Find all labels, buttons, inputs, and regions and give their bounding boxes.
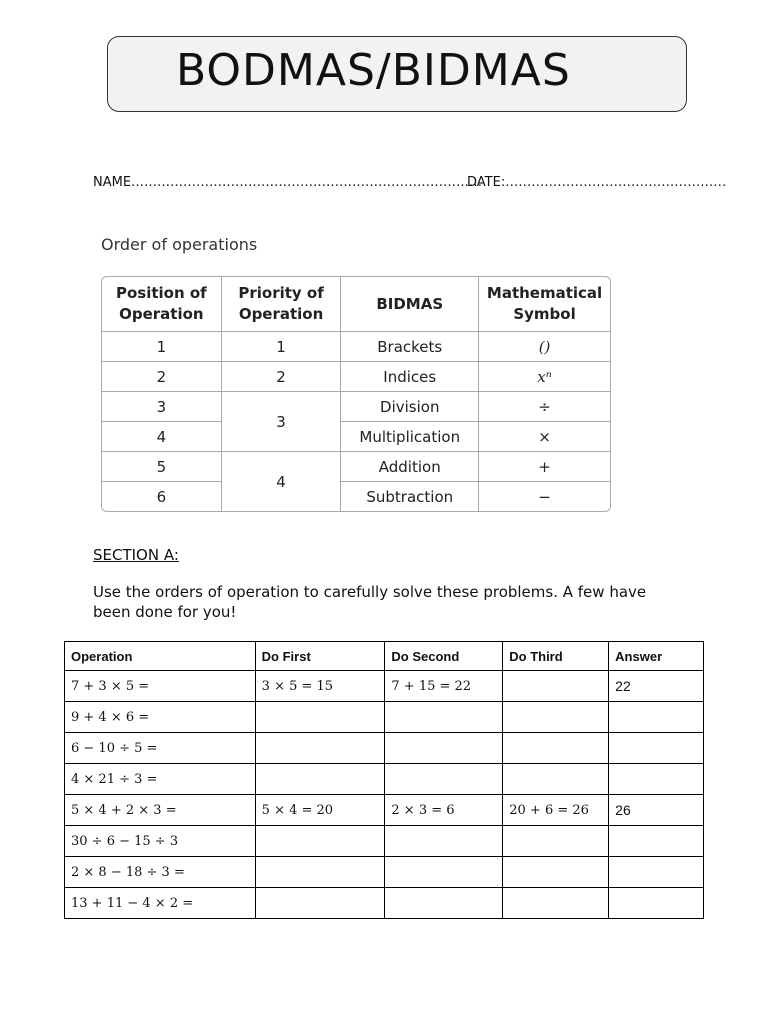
order-row [102,422,610,452]
position-cell: 4 [102,422,222,452]
answer-cell[interactable] [609,888,704,919]
priority-cell: 1 [222,332,342,362]
operation-cell: 9 + 4 × 6 = [65,702,256,733]
problem-row [65,702,704,733]
symbol-cell: × [479,422,610,452]
title-box [107,36,687,112]
symbol-cell: xⁿ [479,362,610,392]
do-third-cell[interactable] [503,702,609,733]
order-row [102,452,610,482]
operation-cell: 7 + 3 × 5 = [65,671,256,702]
priority-cell: 4 [222,452,342,511]
do-second-cell[interactable]: 7 + 15 = 22 [385,671,503,702]
do-third-cell[interactable] [503,888,609,919]
order-row [102,332,610,362]
bidmas-cell: Addition [341,452,479,482]
answer-cell[interactable] [609,733,704,764]
problem-row [65,826,704,857]
do-third-cell[interactable] [503,764,609,795]
problem-row [65,795,704,826]
bidmas-cell: Subtraction [341,482,479,511]
problem-row [65,671,704,702]
answer-cell[interactable]: 22 [609,671,704,702]
order-heading: Order of operations [101,235,258,254]
do-third-cell[interactable] [503,857,609,888]
order-header-symbol: Mathematical Symbol [479,277,610,332]
section-heading: SECTION A: [93,546,179,564]
position-cell: 2 [102,362,222,392]
bidmas-cell: Indices [341,362,479,392]
header-do-third: Do Third [503,642,609,671]
answer-cell[interactable] [609,764,704,795]
problem-row [65,857,704,888]
do-first-cell[interactable] [255,888,385,919]
answer-cell[interactable] [609,826,704,857]
position-cell: 6 [102,482,222,511]
operation-cell: 6 − 10 ÷ 5 = [65,733,256,764]
symbol-cell: () [479,332,610,362]
answer-cell[interactable] [609,857,704,888]
date-field: DATE:…………………………………………… [467,175,727,190]
position-cell: 5 [102,452,222,482]
order-header-position: Position of Operation [102,277,222,332]
page-title: BODMAS/BIDMAS [176,45,571,96]
do-second-cell[interactable] [385,702,503,733]
do-second-cell[interactable] [385,857,503,888]
header-answer: Answer [609,642,704,671]
do-second-cell[interactable] [385,826,503,857]
position-cell: 3 [102,392,222,422]
problem-row [65,733,704,764]
operation-cell: 30 ÷ 6 − 15 ÷ 3 [65,826,256,857]
operation-cell: 13 + 11 − 4 × 2 = [65,888,256,919]
do-second-cell[interactable] [385,733,503,764]
problem-row [65,764,704,795]
operation-cell: 2 × 8 − 18 ÷ 3 = [65,857,256,888]
answer-cell[interactable] [609,702,704,733]
bidmas-cell: Multiplication [341,422,479,452]
do-first-cell[interactable] [255,733,385,764]
order-header-bidmas: BIDMAS [341,277,479,332]
header-do-first: Do First [255,642,385,671]
bidmas-cell: Division [341,392,479,422]
do-first-cell[interactable] [255,857,385,888]
do-first-cell[interactable]: 3 × 5 = 15 [255,671,385,702]
answer-cell[interactable]: 26 [609,795,704,826]
do-third-cell[interactable]: 20 + 6 = 26 [503,795,609,826]
header-operation: Operation [65,642,256,671]
bidmas-cell: Brackets [341,332,479,362]
do-first-cell[interactable]: 5 × 4 = 20 [255,795,385,826]
do-second-cell[interactable]: 2 × 3 = 6 [385,795,503,826]
do-third-cell[interactable] [503,733,609,764]
order-table-header-row [102,277,610,332]
order-row [102,362,610,392]
priority-cell: 2 [222,362,342,392]
name-field: NAME……………………………………………………………………… [93,175,483,190]
symbol-cell: − [538,487,551,506]
position-cell: 1 [102,332,222,362]
problem-row [65,888,704,919]
do-third-cell[interactable] [503,671,609,702]
do-first-cell[interactable] [255,764,385,795]
header-do-second: Do Second [385,642,503,671]
do-second-cell[interactable] [385,888,503,919]
do-third-cell[interactable] [503,826,609,857]
operation-cell: 5 × 4 + 2 × 3 = [65,795,256,826]
order-header-priority: Priority of Operation [222,277,342,332]
problems-header-row [65,642,704,671]
order-of-operations-table [101,276,611,512]
do-second-cell[interactable] [385,764,503,795]
do-first-cell[interactable] [255,702,385,733]
instructions-text: Use the orders of operation to carefully solve these problems. A few have been done for you! [93,583,647,621]
do-first-cell[interactable] [255,826,385,857]
order-row [102,392,610,422]
symbol-cell: + [479,452,610,482]
priority-cell: 3 [222,392,342,452]
order-row [102,482,610,511]
problems-table [64,641,704,919]
operation-cell: 4 × 21 ÷ 3 = [65,764,256,795]
symbol-cell: ÷ [479,392,610,422]
